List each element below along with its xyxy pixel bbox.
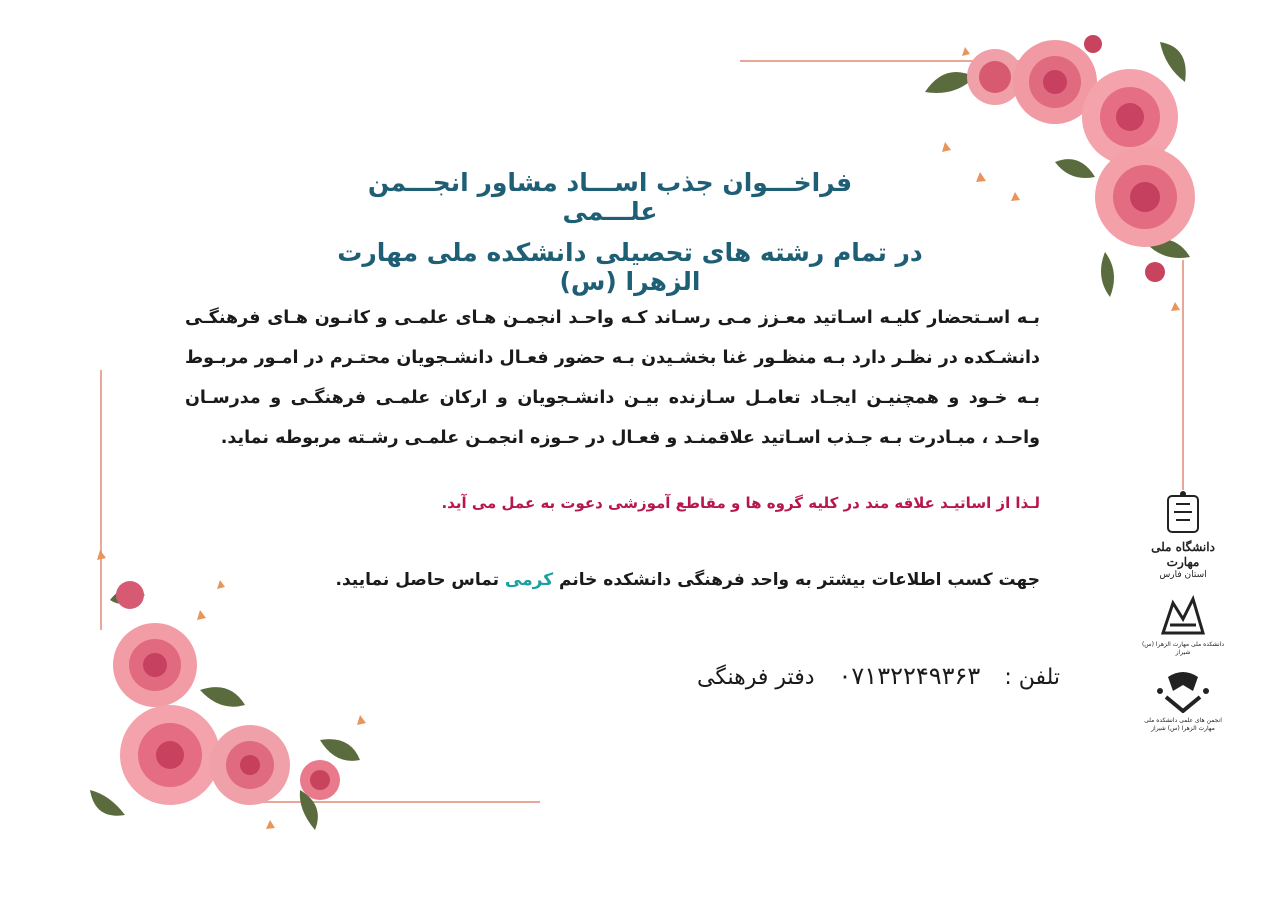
announcement-body: بـه اسـتحضار کلیـه اسـاتید معـزز مـی رسـاند کـه واحـد انجمـن هـای علمـی و کانـون هـای فرهنگـی دانشـکده در نظـر دارد بـه منظـور غنا بخشـیدن بـه حضور فعـال دانشـجویان محتـرم در امـور مربـوط بـه خـود و همچنیـن ایجـاد تعامـل سـازنده بیـن دانشـجویان و ارکان علمـی فرهنگـی و مدرسـان واحـد ، مبـادرت بـه جـذب اسـاتید علاقمنـد و فعـال در حـوزه انجمـن علمـی رشـته مربوطه نماید. (185, 308, 1040, 448)
contact-text-before: جهت کسب اطلاعات بیشتر به واحد فرهنگی دانشکده خانم (553, 570, 1040, 590)
contact-line (330, 570, 1040, 590)
university-emblem-icon (1138, 490, 1228, 536)
scientific-associations-emblem-icon (1138, 667, 1228, 713)
contact-name: کرمی (504, 570, 554, 590)
phone-line (630, 662, 1060, 690)
phone-office: دفتر فرهنگی (697, 665, 815, 690)
logos-column (1138, 490, 1228, 733)
page-subtitle: در تمام رشته های تحصیلی دانشکده ملی مهارت الزهرا (س) (337, 238, 923, 296)
phone-label: تلفن : (1004, 665, 1060, 690)
college-emblem-icon (1138, 595, 1228, 637)
university-province: استان فارس (1159, 570, 1207, 580)
phone-number: ۰۷۱۳۲۲۴۹۳۶۳ (838, 662, 981, 690)
contact-text-after: تماس حاصل نمایید. (335, 570, 505, 590)
page-title: فراخـــوان جذب اســـاد مشاور انجـــمن علـــمی (367, 168, 853, 226)
scientific-associations-caption: انجمن های علمی دانشکده ملی مهارت الزهرا (س) شیراز (1144, 717, 1222, 732)
university-name: دانشگاه ملی مهارت (1151, 540, 1215, 569)
invitation-line: لـذا از اساتیـد علاقه مند در کلیه گروه ها و مقاطع آموزشی دعوت به عمل می آید. (441, 494, 1040, 512)
college-emblem-caption: دانشکده ملی مهارت الزهرا (س) شیراز (1141, 641, 1225, 656)
